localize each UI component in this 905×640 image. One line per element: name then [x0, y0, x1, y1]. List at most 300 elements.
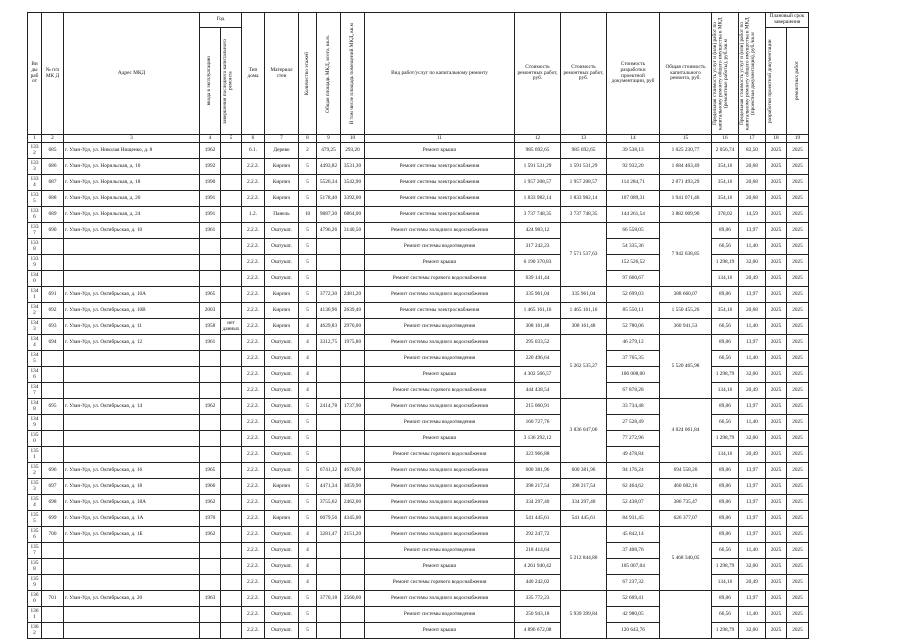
- deadline-design: 2025: [766, 527, 787, 543]
- limit-cost-design: 13,97: [739, 591, 766, 607]
- year-last-repair: [221, 175, 242, 191]
- design-cost: 105 007,04: [607, 559, 660, 575]
- mkd-number: 687: [42, 175, 64, 191]
- deadline-repair: 2025: [787, 319, 809, 335]
- year-built: 1961: [200, 335, 221, 351]
- deadline-repair: 2025: [787, 527, 809, 543]
- deadline-design: 2025: [766, 239, 787, 255]
- floors: 2: [299, 143, 317, 159]
- year-last-repair: [221, 431, 242, 447]
- work-type-code: 133 6: [28, 207, 42, 223]
- premises-area: [341, 351, 365, 367]
- mkd-number: 692: [42, 303, 64, 319]
- total-area: 4796,26: [317, 223, 341, 239]
- floors: 4: [299, 319, 317, 335]
- work-type-code: 134 1: [28, 287, 42, 303]
- total-area: [317, 623, 341, 639]
- total-area: [317, 607, 341, 623]
- total-cost: 694 558,20: [660, 463, 712, 479]
- table-row: [28, 479, 809, 495]
- house-type: 6.1.: [242, 143, 265, 159]
- repair-cost: 4 261 940,42: [515, 559, 561, 575]
- limit-cost-repair: 66,56: [712, 239, 739, 255]
- work-description: Ремонт крыши: [365, 431, 515, 447]
- limit-cost-repair: 66,56: [712, 351, 739, 367]
- table-row: [28, 207, 809, 223]
- deadline-design: 2025: [766, 271, 787, 287]
- premises-area: 293,20: [341, 143, 365, 159]
- total-area: 5526,34: [317, 175, 341, 191]
- limit-cost-design: 32,00: [739, 623, 766, 639]
- repair-cost: 335 961,04: [515, 287, 561, 303]
- repair-cost: 3 737 748,35: [515, 207, 561, 223]
- column-number: 5: [221, 135, 242, 143]
- repair-cost: 541 445,61: [515, 511, 561, 527]
- limit-cost-design: 20,68: [739, 191, 766, 207]
- design-cost: 52 699,03: [607, 287, 660, 303]
- year-last-repair: [221, 367, 242, 383]
- premises-area: 2560,60: [341, 591, 365, 607]
- floors: 4: [299, 335, 317, 351]
- address-cell: [64, 623, 200, 639]
- deadline-design: 2025: [766, 191, 787, 207]
- limit-cost-design: 32,00: [739, 431, 766, 447]
- total-cost: [660, 591, 712, 639]
- deadline-design: 2025: [766, 207, 787, 223]
- premises-area: [341, 623, 365, 639]
- work-type-code: 133 2: [28, 143, 42, 159]
- wall-material: Оштукат.: [265, 495, 299, 511]
- deadline-design: 2025: [766, 447, 787, 463]
- floors: 4: [299, 559, 317, 575]
- total-area: 4136,96: [317, 303, 341, 319]
- work-type-code: 133 9: [28, 255, 42, 271]
- address-cell: г. Улан-Удэ, ул. Николая Нищенко, д. 8: [64, 143, 200, 159]
- year-last-repair: [221, 271, 242, 287]
- premises-area: 3140,50: [341, 223, 365, 239]
- house-type: 2.2.2.: [242, 575, 265, 591]
- total-area: [317, 367, 341, 383]
- floors: 4: [299, 543, 317, 559]
- repair-cost: 3 136 292,12: [515, 431, 561, 447]
- deadline-repair: 2025: [787, 607, 809, 623]
- limit-cost-design: 11,40: [739, 351, 766, 367]
- floors: 5: [299, 495, 317, 511]
- premises-area: [341, 575, 365, 591]
- repair-cost: 398 217,54: [515, 479, 561, 495]
- mkd-number: 689: [42, 207, 64, 223]
- year-built: 1970: [200, 511, 221, 527]
- work-description: Ремонт системы водоотведения: [365, 607, 515, 623]
- total-area: [317, 239, 341, 255]
- deadline-design: 2025: [766, 431, 787, 447]
- floors: 5: [299, 159, 317, 175]
- year-last-repair: [221, 559, 242, 575]
- floors: 5: [299, 447, 317, 463]
- deadline-design: 2025: [766, 351, 787, 367]
- header-god: Год: [200, 13, 242, 28]
- table-row: [28, 175, 809, 191]
- table-row: [28, 495, 809, 511]
- address-cell: г. Улан-Удэ, ул. Октябрьская, д. 10: [64, 223, 200, 239]
- total-area: 4493,82: [317, 159, 341, 175]
- address-cell: [64, 607, 200, 623]
- total-area: 3772,30: [317, 287, 341, 303]
- work-type-code: 135 7: [28, 543, 42, 559]
- house-type: 2.2.2.: [242, 543, 265, 559]
- table-row: [28, 303, 809, 319]
- limit-cost-design: 20,68: [739, 303, 766, 319]
- year-built: [200, 367, 221, 383]
- total-area: 3755,62: [317, 495, 341, 511]
- work-type-code: 135 5: [28, 511, 42, 527]
- work-description: Ремонт крыши: [365, 143, 515, 159]
- deadline-design: 2025: [766, 575, 787, 591]
- floors: 10: [299, 207, 317, 223]
- floors: 5: [299, 239, 317, 255]
- mkd-number: [42, 351, 64, 367]
- limit-cost-repair: 89,06: [712, 335, 739, 351]
- repair-cost: 440 242,02: [515, 575, 561, 591]
- year-last-repair: [221, 623, 242, 639]
- limit-cost-repair: 66,56: [712, 543, 739, 559]
- premises-area: 2462,00: [341, 495, 365, 511]
- limit-cost-repair: 1 298,19: [712, 255, 739, 271]
- house-type: 2.2.2.: [242, 399, 265, 415]
- deadline-repair: 2025: [787, 239, 809, 255]
- deadline-design: 2025: [766, 543, 787, 559]
- limit-cost-design: 11,40: [739, 239, 766, 255]
- floors: 5: [299, 479, 317, 495]
- wall-material: Оштукат.: [265, 623, 299, 639]
- repair-cost-total: 600 381,96: [561, 463, 607, 479]
- premises-area: 2151,20: [341, 527, 365, 543]
- mkd-number: 691: [42, 287, 64, 303]
- year-built: 1962: [200, 143, 221, 159]
- year-built: 1966: [200, 479, 221, 495]
- total-area: [317, 255, 341, 271]
- house-type: 2.2.2.: [242, 447, 265, 463]
- deadline-repair: 2025: [787, 415, 809, 431]
- work-description: Ремонт крыши: [365, 559, 515, 575]
- table-row: [28, 191, 809, 207]
- mkd-number: [42, 431, 64, 447]
- year-last-repair: [221, 463, 242, 479]
- limit-cost-repair: 378,02: [712, 207, 739, 223]
- column-number: 12: [515, 135, 561, 143]
- design-cost: 54 335,36: [607, 239, 660, 255]
- column-number: 6: [242, 135, 265, 143]
- address-cell: г. Улан-Удэ, ул. Норильская, д. 18: [64, 175, 200, 191]
- address-cell: [64, 415, 200, 431]
- address-cell: г. Улан-Удэ, ул. Октябрьская, д. 1А: [64, 511, 200, 527]
- address-cell: г. Улан-Удэ, ул. Октябрьская, д. 18А: [64, 495, 200, 511]
- total-area: [317, 383, 341, 399]
- design-cost: 37 765,35: [607, 351, 660, 367]
- work-description: Ремонт крыши: [365, 255, 515, 271]
- mkd-number: [42, 415, 64, 431]
- year-built: [200, 271, 221, 287]
- floors: 5: [299, 223, 317, 239]
- work-type-code: 135 1: [28, 447, 42, 463]
- repair-cost-total: 1 957 208,57: [561, 175, 607, 191]
- table-row: [28, 399, 809, 415]
- year-built: 1965: [200, 287, 221, 303]
- total-area: [317, 351, 341, 367]
- total-area: 5178,40: [317, 191, 341, 207]
- floors: 5: [299, 511, 317, 527]
- repair-cost: 308 161,48: [515, 319, 561, 335]
- total-cost: 460 682,16: [660, 479, 712, 495]
- design-cost: 114 284,71: [607, 175, 660, 191]
- work-type-code: 135 3: [28, 479, 42, 495]
- design-cost: 67 878,28: [607, 383, 660, 399]
- total-cost: 2 071 493,29: [660, 175, 712, 191]
- work-description: Ремонт системы горячего водоснабжения: [365, 575, 515, 591]
- repair-cost: 335 772,23: [515, 591, 561, 607]
- total-area: 9887,30: [317, 207, 341, 223]
- work-description: Ремонт системы электроснабжения: [365, 207, 515, 223]
- work-description: Ремонт системы холодного водоснабжения: [365, 511, 515, 527]
- year-built: [200, 575, 221, 591]
- year-last-repair: [221, 223, 242, 239]
- deadline-design: 2025: [766, 511, 787, 527]
- wall-material: Кирпич: [265, 287, 299, 303]
- table-row: [28, 463, 809, 479]
- limit-cost-repair: 354,16: [712, 303, 739, 319]
- limit-cost-repair: 89,06: [712, 223, 739, 239]
- deadline-design: 2025: [766, 559, 787, 575]
- repair-cost-total: 398 217,54: [561, 479, 607, 495]
- wall-material: Оштукат.: [265, 335, 299, 351]
- wall-material: Кирпич: [265, 175, 299, 191]
- work-description: Ремонт системы водоотведения: [365, 415, 515, 431]
- repair-cost: 444 438,54: [515, 383, 561, 399]
- header-n-mkd: № п/п МК Д: [42, 13, 64, 135]
- repair-cost: 218 414,64: [515, 543, 561, 559]
- premises-area: [341, 607, 365, 623]
- premises-area: 1737,90: [341, 399, 365, 415]
- premises-area: 6864,00: [341, 207, 365, 223]
- total-cost: 3 882 009,90: [660, 207, 712, 223]
- year-built: [200, 255, 221, 271]
- table-row: [28, 511, 809, 527]
- year-last-repair: [221, 399, 242, 415]
- year-built: 1990: [200, 175, 221, 191]
- floors: 5: [299, 399, 317, 415]
- wall-material: Оштукат.: [265, 223, 299, 239]
- wall-material: Оштукат.: [265, 399, 299, 415]
- column-number: 2: [42, 135, 64, 143]
- house-type: 2.2.2.: [242, 351, 265, 367]
- limit-cost-design: 13,97: [739, 527, 766, 543]
- total-area: 4471,34: [317, 479, 341, 495]
- address-cell: г. Улан-Удэ, ул. Октябрьская, д. 18: [64, 479, 200, 495]
- mkd-number: [42, 559, 64, 575]
- total-area: 6741,32: [317, 463, 341, 479]
- floors: 5: [299, 175, 317, 191]
- year-last-repair: [221, 303, 242, 319]
- limit-cost-design: 20,68: [739, 175, 766, 191]
- total-area: [317, 415, 341, 431]
- house-type: 2.2.2.: [242, 415, 265, 431]
- design-cost: 52 438,07: [607, 495, 660, 511]
- deadline-repair: 2025: [787, 511, 809, 527]
- year-built: [200, 543, 221, 559]
- year-built: [200, 447, 221, 463]
- work-description: Ремонт системы водоотведения: [365, 239, 515, 255]
- repair-cost: 639 141,44: [515, 271, 561, 287]
- deadline-design: 2025: [766, 175, 787, 191]
- limit-cost-repair: 354,16: [712, 175, 739, 191]
- year-built: [200, 239, 221, 255]
- column-number: 14: [607, 135, 660, 143]
- total-area: 6079,56: [317, 511, 341, 527]
- deadline-design: 2025: [766, 415, 787, 431]
- deadline-design: 2025: [766, 367, 787, 383]
- deadline-repair: 2025: [787, 175, 809, 191]
- wall-material: Оштукат.: [265, 431, 299, 447]
- repair-cost-total: 335 961,04: [561, 287, 607, 303]
- total-area: 3770,18: [317, 591, 341, 607]
- deadline-repair: 2025: [787, 191, 809, 207]
- repair-cost-total: 5 939 399,84: [561, 591, 607, 639]
- wall-material: Дерево: [265, 143, 299, 159]
- work-type-code: 134 9: [28, 415, 42, 431]
- premises-area: 3392,00: [341, 191, 365, 207]
- work-type-code: 135 6: [28, 527, 42, 543]
- repair-cost: 600 381,96: [515, 463, 561, 479]
- header-obshaya-stoim: Общая стоимость капитального ремонта, руб.: [660, 13, 712, 135]
- address-cell: [64, 559, 200, 575]
- total-area: 4629,83: [317, 319, 341, 335]
- house-type: 2.2.2.: [242, 495, 265, 511]
- premises-area: [341, 447, 365, 463]
- year-built: 1991: [200, 191, 221, 207]
- header-ploshad-pomesh: В том числе площадь помещений МКД, кв.м: [341, 13, 365, 135]
- wall-material: Оштукат.: [265, 575, 299, 591]
- work-type-code: 134 4: [28, 335, 42, 351]
- mkd-number: 686: [42, 159, 64, 175]
- premises-area: [341, 383, 365, 399]
- mkd-number: 690: [42, 223, 64, 239]
- work-description: Ремонт системы холодного водоснабжения: [365, 591, 515, 607]
- work-type-code: 133 8: [28, 239, 42, 255]
- total-area: [317, 431, 341, 447]
- deadline-repair: 2025: [787, 463, 809, 479]
- deadline-repair: 2025: [787, 207, 809, 223]
- repair-cost: 323 966,88: [515, 447, 561, 463]
- deadline-repair: 2025: [787, 255, 809, 271]
- repair-cost-total: 5 212 844,80: [561, 527, 607, 591]
- wall-material: Кирпич: [265, 303, 299, 319]
- mkd-number: [42, 607, 64, 623]
- mkd-number: [42, 447, 64, 463]
- limit-cost-repair: 89,06: [712, 495, 739, 511]
- column-number: 3: [64, 135, 200, 143]
- total-area: [317, 575, 341, 591]
- mkd-number: [42, 271, 64, 287]
- deadline-repair: 2025: [787, 575, 809, 591]
- work-type-code: 134 7: [28, 383, 42, 399]
- mkd-number: [42, 383, 64, 399]
- year-built: [200, 607, 221, 623]
- work-type-code: 135 2: [28, 463, 42, 479]
- design-cost: 52 669,41: [607, 591, 660, 607]
- house-type: 2.2.2.: [242, 287, 265, 303]
- house-type: 2.2.2.: [242, 479, 265, 495]
- year-last-repair: [221, 447, 242, 463]
- column-number: 1: [28, 135, 42, 143]
- design-cost: 120 643,76: [607, 623, 660, 639]
- header-god-vvoda: ввода в эксплуатацию: [200, 28, 221, 135]
- house-type: 2.2.2.: [242, 159, 265, 175]
- repair-cost-total: 985 692,65: [561, 143, 607, 159]
- repair-cost: 160 727,76: [515, 415, 561, 431]
- limit-cost-repair: 2 056,74: [712, 143, 739, 159]
- limit-cost-design: 11,40: [739, 319, 766, 335]
- limit-cost-repair: 134,16: [712, 271, 739, 287]
- year-last-repair: [221, 239, 242, 255]
- mkd-number: 701: [42, 591, 64, 607]
- limit-cost-repair: 134,16: [712, 383, 739, 399]
- house-type: 2.2.2.: [242, 239, 265, 255]
- total-area: 479,25: [317, 143, 341, 159]
- year-built: [200, 559, 221, 575]
- header-address: Адрес МКД: [64, 13, 200, 135]
- house-type: 2.2.2.: [242, 463, 265, 479]
- limit-cost-repair: 66,56: [712, 607, 739, 623]
- repair-cost: 220 496,64: [515, 351, 561, 367]
- premises-area: 2976,00: [341, 319, 365, 335]
- repair-cost: 292 247,72: [515, 527, 561, 543]
- header-etazhnost: Количество этажей: [299, 13, 317, 135]
- design-cost: 92 932,20: [607, 159, 660, 175]
- total-area: 2414,78: [317, 399, 341, 415]
- house-type: 2.2.2.: [242, 607, 265, 623]
- deadline-repair: 2025: [787, 383, 809, 399]
- year-last-repair: [221, 527, 242, 543]
- deadline-repair: 2025: [787, 495, 809, 511]
- repair-cost-total: 1 833 982,14: [561, 191, 607, 207]
- column-number: 18: [766, 135, 787, 143]
- address-cell: г. Улан-Удэ, ул. Октябрьская, д. 11: [64, 319, 200, 335]
- deadline-design: 2025: [766, 383, 787, 399]
- work-type-code: 135 0: [28, 431, 42, 447]
- mkd-number: 688: [42, 191, 64, 207]
- wall-material: Панель: [265, 207, 299, 223]
- repair-cost-total: 7 571 537,63: [561, 223, 607, 287]
- limit-cost-design: 32,00: [739, 367, 766, 383]
- deadline-design: 2025: [766, 335, 787, 351]
- work-type-code: 133 7: [28, 223, 42, 239]
- design-cost: 46 279,12: [607, 335, 660, 351]
- repair-cost-total: 308 161,48: [561, 319, 607, 335]
- wall-material: Кирпич: [265, 319, 299, 335]
- column-number: 4: [200, 135, 221, 143]
- floors: 4: [299, 527, 317, 543]
- address-cell: [64, 271, 200, 287]
- mkd-number: [42, 575, 64, 591]
- house-type: 2.2.2.: [242, 559, 265, 575]
- mkd-number: 694: [42, 335, 64, 351]
- deadline-design: 2025: [766, 303, 787, 319]
- repair-cost-total: 334 297,40: [561, 495, 607, 511]
- limit-cost-design: 11,40: [739, 415, 766, 431]
- design-cost: 107 089,31: [607, 191, 660, 207]
- repair-cost: 1 957 208,57: [515, 175, 561, 191]
- deadline-design: 2025: [766, 479, 787, 495]
